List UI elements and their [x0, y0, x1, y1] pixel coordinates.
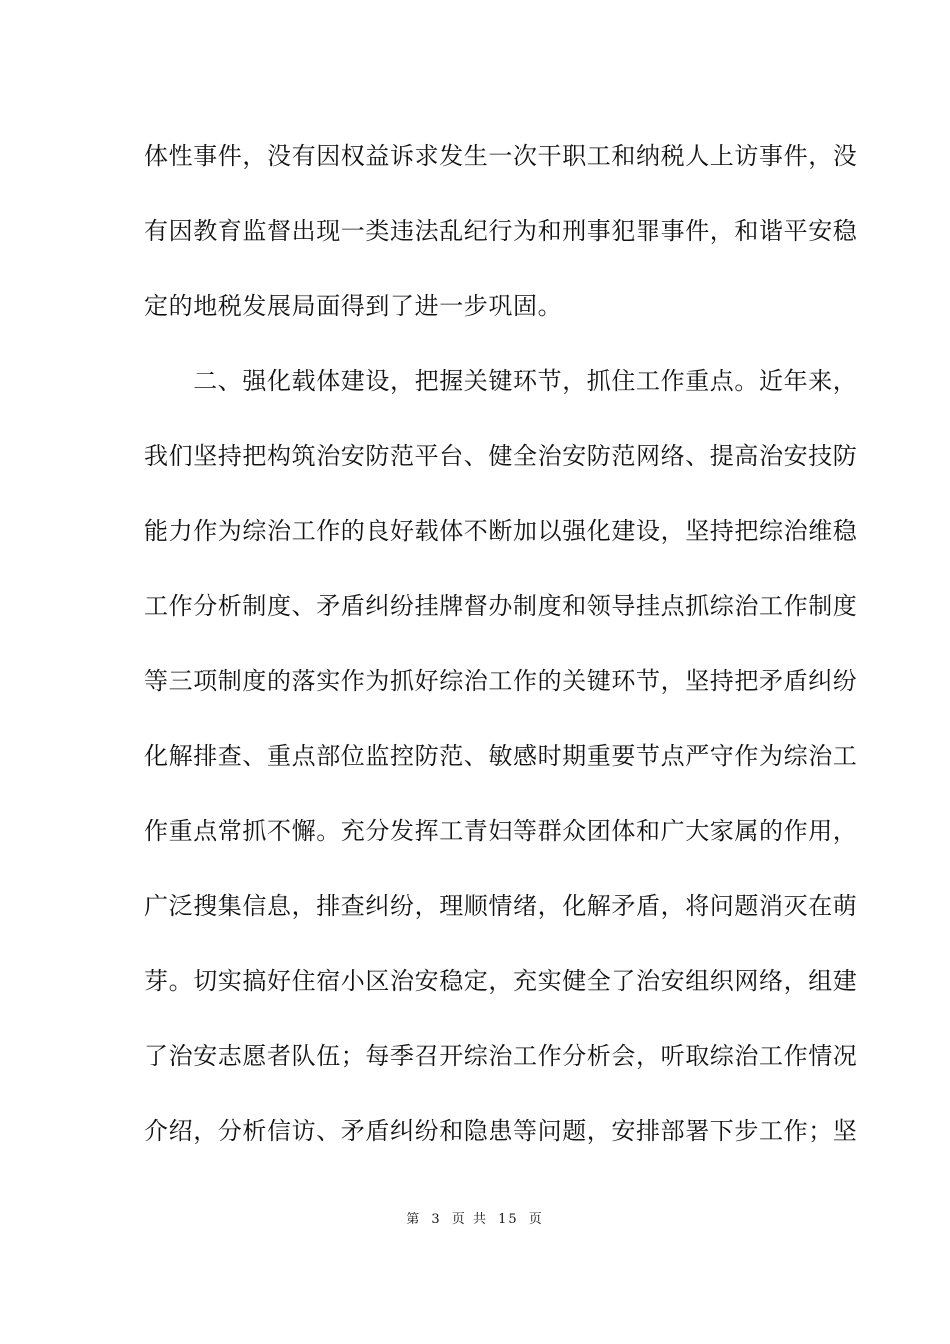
text-line: 介绍，分析信访、矛盾纠纷和隐患等问题，安排部署下步工作；坚 — [144, 1117, 858, 1145]
text-line: 广泛搜集信息，排查纠纷，理顺情绪，化解矛盾，将问题消灭在萌 — [144, 892, 858, 920]
text-line: 二、强化载体建设，把握关键环节，抓住工作重点。近年来， — [144, 367, 858, 395]
text-line: 定的地税发展局面得到了进一步巩固。 — [144, 292, 563, 320]
total-page-count: 15 — [498, 1212, 519, 1227]
body-text — [144, 128, 858, 1178]
text-line: 能力作为综治工作的良好载体不断加以强化建设，坚持把综治维稳 — [144, 517, 858, 545]
text-line: 有因教育监督出现一类违法乱纪行为和刑事犯罪事件，和谐平安稳 — [144, 217, 858, 245]
text-line: 工作分析制度、矛盾纠纷挂牌督办制度和领导挂点抓综治工作制度 — [144, 592, 858, 620]
current-page-number: 3 — [431, 1212, 442, 1227]
page-footer — [0, 1208, 950, 1227]
text-line: 等三项制度的落实作为抓好综治工作的关键环节，坚持把矛盾纠纷 — [144, 667, 858, 695]
footer-suffix: 页 — [528, 1212, 544, 1227]
text-line: 芽。切实搞好住宿小区治安稳定，充实健全了治安组织网络，组建 — [144, 967, 858, 995]
text-line: 作重点常抓不懈。充分发挥工青妇等群众团体和广大家属的作用， — [144, 817, 858, 845]
footer-middle: 页 共 — [451, 1212, 488, 1227]
text-line: 了治安志愿者队伍；每季召开综治工作分析会，听取综治工作情况 — [144, 1042, 858, 1070]
text-line: 我们坚持把构筑治安防范平台、健全治安防范网络、提高治安技防 — [144, 442, 858, 470]
text-line: 化解排查、重点部位监控防范、敏感时期重要节点严守作为综治工 — [144, 742, 858, 770]
footer-prefix: 第 — [406, 1212, 422, 1227]
text-line: 体性事件，没有因权益诉求发生一次干职工和纳税人上访事件，没 — [144, 142, 858, 170]
